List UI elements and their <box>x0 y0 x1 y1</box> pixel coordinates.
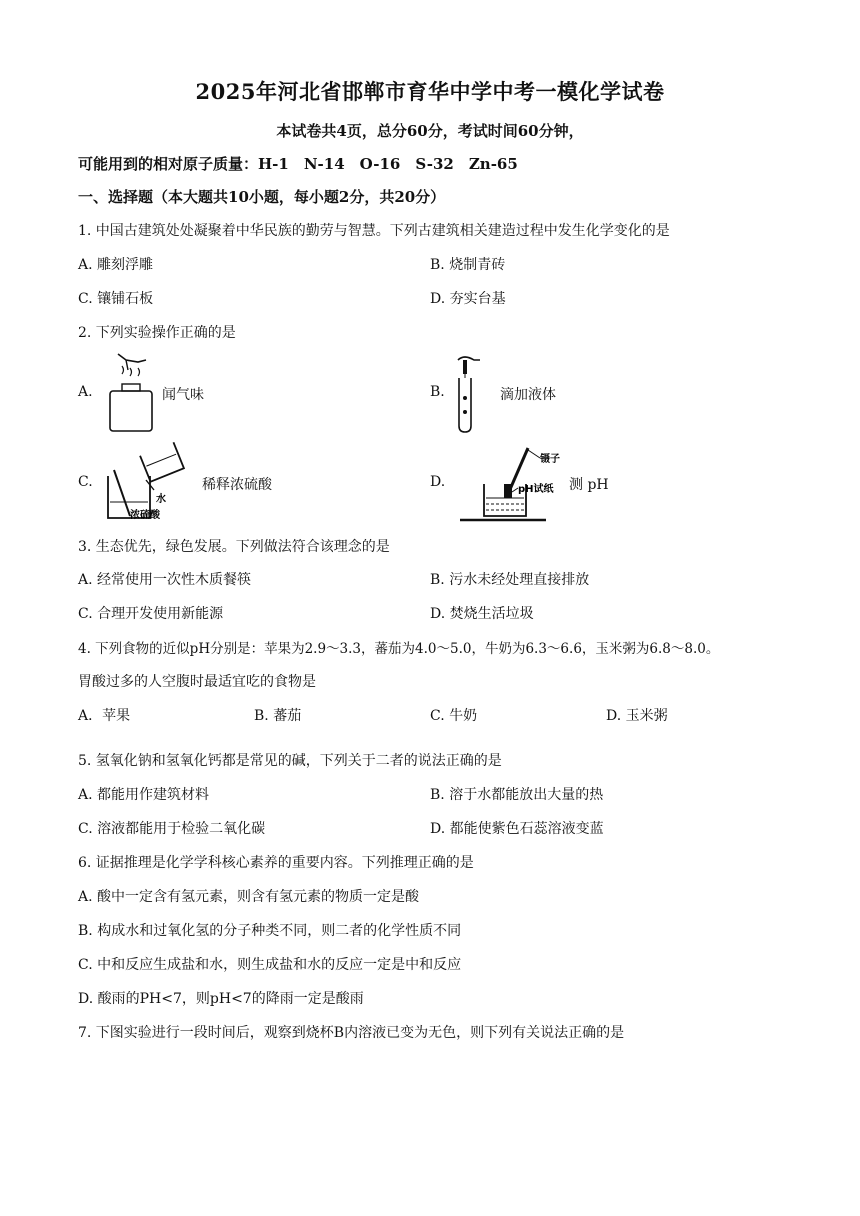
question-4-option-d: D. 玉米粥 <box>606 708 668 724</box>
smell-gas-figure <box>104 350 160 434</box>
section-heading: 一、选择题（本大题共10小题，每小题2分，共20分） <box>78 188 446 206</box>
question-5-option-b: B. 溶于水都能放出大量的热 <box>430 787 604 803</box>
question-2-option-c-letter: C. <box>78 474 93 490</box>
add-liquid-figure <box>452 352 486 434</box>
atomic-masses: 可能用到的相对原子质量：H-1 N-14 O-16 S-32 Zn-65 <box>78 155 518 173</box>
question-2-option-b-letter: B. <box>430 384 445 400</box>
question-4-option-a: A．苹果 <box>78 708 131 724</box>
question-2-option-a-letter: A. <box>78 384 93 400</box>
question-4-stem-line2: 胃酸过多的人空腹时最适宜吃的食物是 <box>78 674 316 690</box>
question-1-option-a: A. 雕刻浮雕 <box>78 257 154 273</box>
question-6-option-b: B. 构成水和过氧化氢的分子种类不同，则二者的化学性质不同 <box>78 923 462 939</box>
question-7-stem: 7. 下图实验进行一段时间后，观察到烧杯B内溶液已变为无色，则下列有关说法正确的是 <box>78 1025 625 1041</box>
question-5-option-d: D. 都能使紫色石蕊溶液变蓝 <box>430 821 604 837</box>
exam-info: 本试卷共4页，总分60分，考试时间60分钟， <box>276 122 584 140</box>
water-label: 水 <box>156 494 166 505</box>
question-6-option-a: A. 酸中一定含有氢元素，则含有氢元素的物质一定是酸 <box>78 889 420 905</box>
question-1-option-c: C. 镶铺石板 <box>78 291 154 307</box>
dilute-acid-figure <box>100 442 200 524</box>
question-4-stem-line1: 4. 下列食物的近似pH分别是：苹果为2.9～3.3，蕃茄为4.0～5.0，牛奶为6.3～6.6，玉米粥为6.8～8.0。 <box>78 641 720 657</box>
question-2-option-d-letter: D. <box>430 474 446 490</box>
ph-paper-label: pH试纸 <box>518 484 554 495</box>
question-4-option-c: C. 牛奶 <box>430 708 478 724</box>
measure-ph-figure <box>456 440 576 524</box>
question-3-stem: 3. 生态优先，绿色发展。下列做法符合该理念的是 <box>78 539 390 555</box>
question-2-option-a-text: 闻气味 <box>162 387 204 403</box>
question-5-stem: 5. 氢氧化钠和氢氧化钙都是常见的碱，下列关于二者的说法正确的是 <box>78 753 502 769</box>
question-4-option-b: B. 蕃茄 <box>254 708 302 724</box>
question-1-stem: 1. 中国古建筑处处凝聚着中华民族的勤劳与智慧。下列古建筑相关建造过程中发生化学变化的是 <box>78 223 670 239</box>
question-6-stem: 6. 证据推理是化学学科核心素养的重要内容。下列推理正确的是 <box>78 855 474 871</box>
acid-label: 浓硫酸 <box>130 510 160 521</box>
question-3-option-b: B. 污水未经处理直接排放 <box>430 572 590 588</box>
question-2-option-d-text: 测 pH <box>569 477 609 493</box>
question-3-option-a: A. 经常使用一次性木质餐筷 <box>78 572 252 588</box>
question-2-stem: 2. 下列实验操作正确的是 <box>78 325 236 341</box>
question-5-option-a: A. 都能用作建筑材料 <box>78 787 210 803</box>
question-3-option-c: C. 合理开发使用新能源 <box>78 606 224 622</box>
exam-title: 2025年河北省邯郸市育华中学中考一模化学试卷 <box>195 79 665 104</box>
question-2-option-c-text: 稀释浓硫酸 <box>202 477 272 493</box>
question-6-option-c: C. 中和反应生成盐和水，则生成盐和水的反应一定是中和反应 <box>78 957 462 973</box>
question-6-option-d: D. 酸雨的PH<7，则pH<7的降雨一定是酸雨 <box>78 991 364 1007</box>
question-3-option-d: D. 焚烧生活垃圾 <box>430 606 534 622</box>
question-1-option-b: B. 烧制青砖 <box>430 257 506 273</box>
question-1-option-d: D. 夯实台基 <box>430 291 506 307</box>
question-2-option-b-text: 滴加液体 <box>500 387 556 403</box>
tweezers-label: 镊子 <box>540 454 560 465</box>
question-5-option-c: C. 溶液都能用于检验二氧化碳 <box>78 821 266 837</box>
